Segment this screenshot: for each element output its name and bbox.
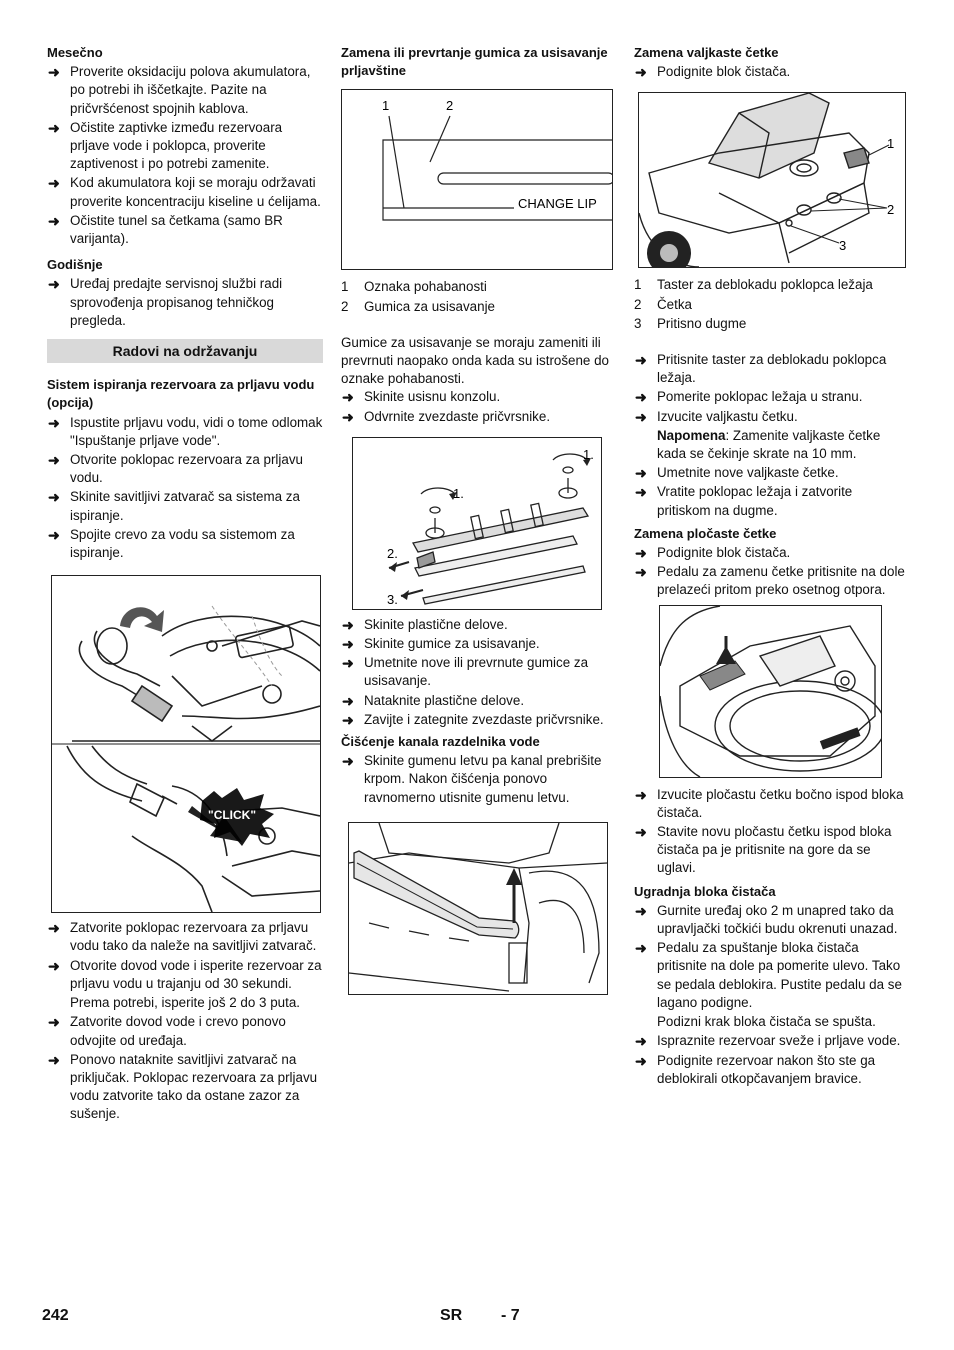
legend-item <box>634 315 906 333</box>
column-left <box>47 44 323 1125</box>
list-item: ➜ Skinite savitljivi zatvarač sa sistema za ispiranje. <box>47 488 323 524</box>
list-item: ➜ Pritisnite taster za deblokadu poklopca ležaja. <box>634 351 906 387</box>
list-note: Podizni krak bloka čistača se spušta. <box>657 1014 876 1030</box>
legend-number: 3 <box>634 315 642 331</box>
fig-callout-2: 2 <box>887 202 895 218</box>
figure-disc-brush <box>659 605 882 778</box>
list-item: ➜ Spojite crevo za vodu sa sistemom za ispiranje. <box>47 526 323 562</box>
list-item: ➜ Zatvorite poklopac rezervoara za prljavu vodu tako da naleže na savitljivi zatvarač. <box>47 919 323 955</box>
legend-item <box>634 296 906 314</box>
figure-squeegee-disassembly <box>352 437 602 610</box>
figure-rinse-hose <box>51 575 321 913</box>
list-item: ➜ Izvucite pločastu četku bočno ispod bloka čistača. <box>634 786 906 822</box>
list-item: ➜ Zatvorite dovod vode i crevo ponovo odvojite od uređaja. <box>47 1013 323 1049</box>
list-note: Prema potrebi, isperite još 2 do 3 puta. <box>70 995 301 1011</box>
list-item: ➜ Umetnite nove ili prevrnute gumice za usisavanje. <box>341 654 613 690</box>
note-text: : Zamenite valjkaste četke kada se čekinje skrate na 10 mm. <box>657 427 881 462</box>
page-number: 242 <box>42 1307 69 1324</box>
fig-callout-2: 2 <box>446 98 454 114</box>
list-item: ➜ Očistite zaptivke između rezervoara prljave vode i poklopca, proverite zaptivenost i po potrebi zamenite. <box>47 119 323 174</box>
legend-text: Oznaka pohabanosti <box>364 279 487 295</box>
fig-callout-3: 3 <box>839 238 847 254</box>
heading-monthly: Mesečno <box>47 45 103 60</box>
list-item: ➜ Ponovo nataknite savitljivi zatvarač na priključak. Poklopac rezervoara za prljavu vodu zatvorite tako da ostane zazor za sušenje. <box>47 1051 323 1124</box>
list-item: ➜ Podignite blok čistača. <box>634 63 906 81</box>
list-item: ➜ Nataknite plastične delove. <box>341 692 613 710</box>
list-item: ➜ Skinite plastične delove. <box>341 616 613 634</box>
heading-yearly: Godišnje <box>47 257 103 273</box>
click-label: "CLICK" <box>208 808 257 823</box>
legend-text: Gumica za usisavanje <box>364 298 495 314</box>
legend-number: 1 <box>634 277 642 293</box>
paragraph: Gumice za usisavanje se moraju zameniti ili prevrnuti naopako onda kada su istrošene do oznake pohabanosti. <box>341 334 609 387</box>
list-item: ➜ Pedalu za spuštanje bloka čistača pritisnite na dole pa pomerite ulevo. Tako se pedala deblokira. Pustite pedalu da se lagano podigne. <box>634 939 906 1012</box>
list-item: ➜ Pedalu za zamenu četke pritisnite na dole prelazeći pritom preko osetnog otpora. <box>634 563 906 599</box>
change-lip-label: CHANGE LIP <box>518 196 597 212</box>
list-item: ➜ Očistite tunel sa četkama (samo BR varijanta). <box>47 212 323 248</box>
heading-roller-brush: Zamena valjkaste četke <box>634 45 779 60</box>
list-item: ➜ Vratite poklopac ležaja i zatvorite pritiskom na dugme. <box>634 483 906 519</box>
figure-change-lip <box>341 89 613 270</box>
list-item: ➜ Gurnite uređaj oko 2 m unapred tako da upravljački točkići budu okrenuti unazad. <box>634 902 906 938</box>
list-item: ➜ Odvrnite zvezdaste pričvrsnike. <box>341 408 613 426</box>
legend-text: Pritisno dugme <box>657 315 747 331</box>
list-item: ➜ Ispustite prljavu vodu, vidi o tome odlomak "Ispuštanje prljave vode". <box>47 414 323 450</box>
fig-step-1b: 1. <box>583 446 594 462</box>
heading-install-scrub-deck: Ugradnja bloka čistača <box>634 883 776 899</box>
list-item: ➜ Proverite oksidaciju polova akumulatora, po potrebi ih iščetkajte. Pazite na pričvršćenost spojnih kablova. <box>47 63 323 118</box>
list-item: ➜ Otvorite dovod vode i isperite rezervoar za prljavu vodu u trajanju od 30 sekundi. <box>47 957 323 993</box>
heading-rinse-system: Sistem ispiranja rezervoara za prljavu vodu (opcija) <box>47 377 315 411</box>
list-item: ➜ Podignite blok čistača. <box>634 544 906 562</box>
figure-roller-brush <box>638 92 906 268</box>
legend-item <box>341 278 613 296</box>
column-middle <box>341 44 613 995</box>
fig-step-1a: 1. <box>453 485 464 501</box>
note <box>634 427 906 463</box>
fig-callout-1: 1 <box>382 98 390 114</box>
column-right <box>634 44 906 1089</box>
list-item: ➜ Umetnite nove valjkaste četke. <box>634 464 906 482</box>
list-item: ➜ Skinite gumice za usisavanje. <box>341 635 613 653</box>
section-maintenance: Radovi na održavanju <box>47 339 323 363</box>
legend-number: 2 <box>634 296 642 312</box>
note-label: Napomena <box>657 427 726 443</box>
list-item: ➜ Podignite rezervoar nakon što ste ga deblokirali otkopčavanjem bravice. <box>634 1052 906 1088</box>
fig-step-3: 3. <box>387 591 398 607</box>
list-item: ➜ Skinite usisnu konzolu. <box>341 388 613 406</box>
language-code: SR <box>440 1307 463 1324</box>
list-item: ➜ Zavijte i zategnite zvezdaste pričvrsnike. <box>341 711 613 729</box>
heading-disc-brush: Zamena pločaste četke <box>634 525 777 541</box>
list-item: ➜ Kod akumulatora koji se moraju održavati proverite koncentraciju kiseline u ćelijama. <box>47 174 323 210</box>
fig-step-2: 2. <box>387 545 398 561</box>
legend-number: 2 <box>341 298 349 314</box>
legend-item <box>634 276 906 294</box>
list-item: ➜ Ispraznite rezervoar sveže i prljave vode. <box>634 1032 906 1050</box>
legend-item <box>341 298 613 316</box>
figure-channel-strip <box>348 822 608 995</box>
list-item: ➜ Uređaj predajte servisnoj službi radi sprovođenja propisanog tehničkog pregleda. <box>47 275 323 330</box>
legend-text: Četka <box>657 296 692 312</box>
legend-number: 1 <box>341 279 349 295</box>
list-item: ➜ Otvorite poklopac rezervoara za prljavu vodu. <box>47 451 323 487</box>
heading-change-lip: Zamena ili prevrtanje gumica za usisavanje prljavštine <box>341 45 608 79</box>
list-item: ➜ Izvucite valjkastu četku. <box>634 408 906 426</box>
fig-callout-1: 1 <box>887 136 895 152</box>
list-item: ➜ Skinite gumenu letvu pa kanal prebrišite krpom. Nakon čišćenja ponovo ravnomerno utisnite gumenu letvu. <box>341 752 613 807</box>
legend-text: Taster za deblokadu poklopca ležaja <box>657 277 873 293</box>
list-item: ➜ Stavite novu pločastu četku ispod bloka čistača pa je pritisnite na gore da se uglavi. <box>634 823 906 878</box>
heading-channel-cleaning: Čišćenje kanala razdelnika vode <box>341 734 540 750</box>
list-item: ➜ Pomerite poklopac ležaja u stranu. <box>634 388 906 406</box>
sub-page-number: - 7 <box>501 1307 520 1324</box>
